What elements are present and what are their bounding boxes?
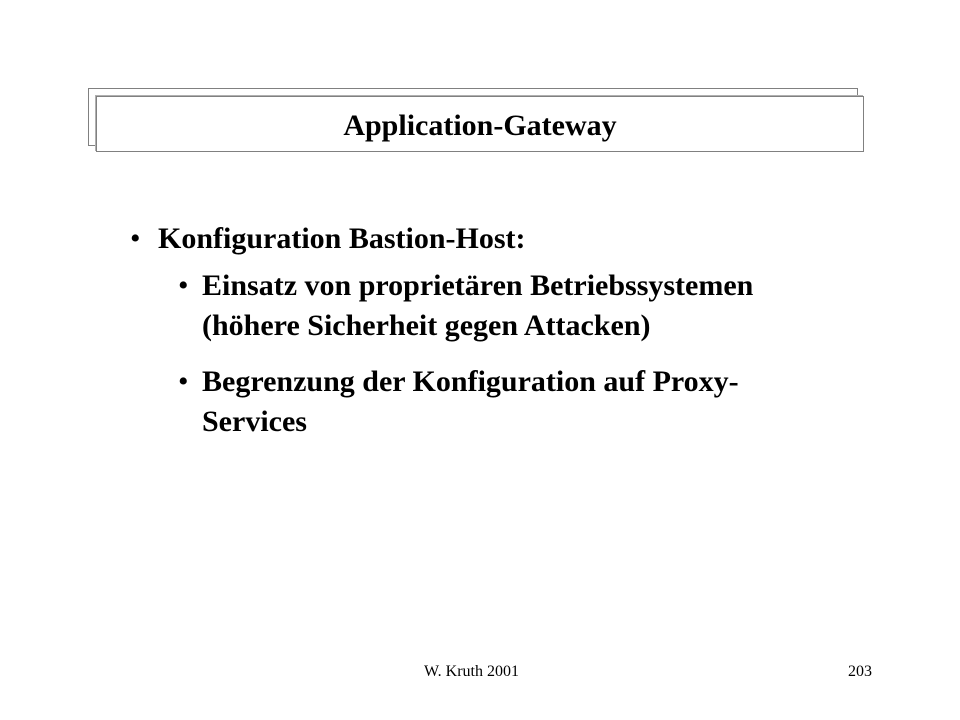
subbullet-line: (höhere Sicherheit gegen Attacken) — [202, 309, 651, 342]
subbullet-text — [202, 266, 802, 346]
slide-title: Application-Gateway — [343, 109, 617, 142]
page-number: 203 — [848, 663, 872, 680]
footer-author: W. Kruth 2001 — [424, 663, 519, 680]
subbullet-line: Begrenzung der Konfiguration auf Proxy- — [202, 365, 739, 398]
subbullet-line: Services — [202, 405, 307, 438]
subbullet-line: Einsatz von proprietären Betriebssystemen — [202, 269, 754, 302]
subbullet-text — [202, 362, 802, 442]
bullet-marker: • — [130, 222, 141, 255]
subbullet-marker: • — [178, 365, 189, 398]
bullet-label: Konfiguration Bastion-Host: — [158, 222, 526, 255]
subbullet-marker: • — [178, 269, 189, 302]
